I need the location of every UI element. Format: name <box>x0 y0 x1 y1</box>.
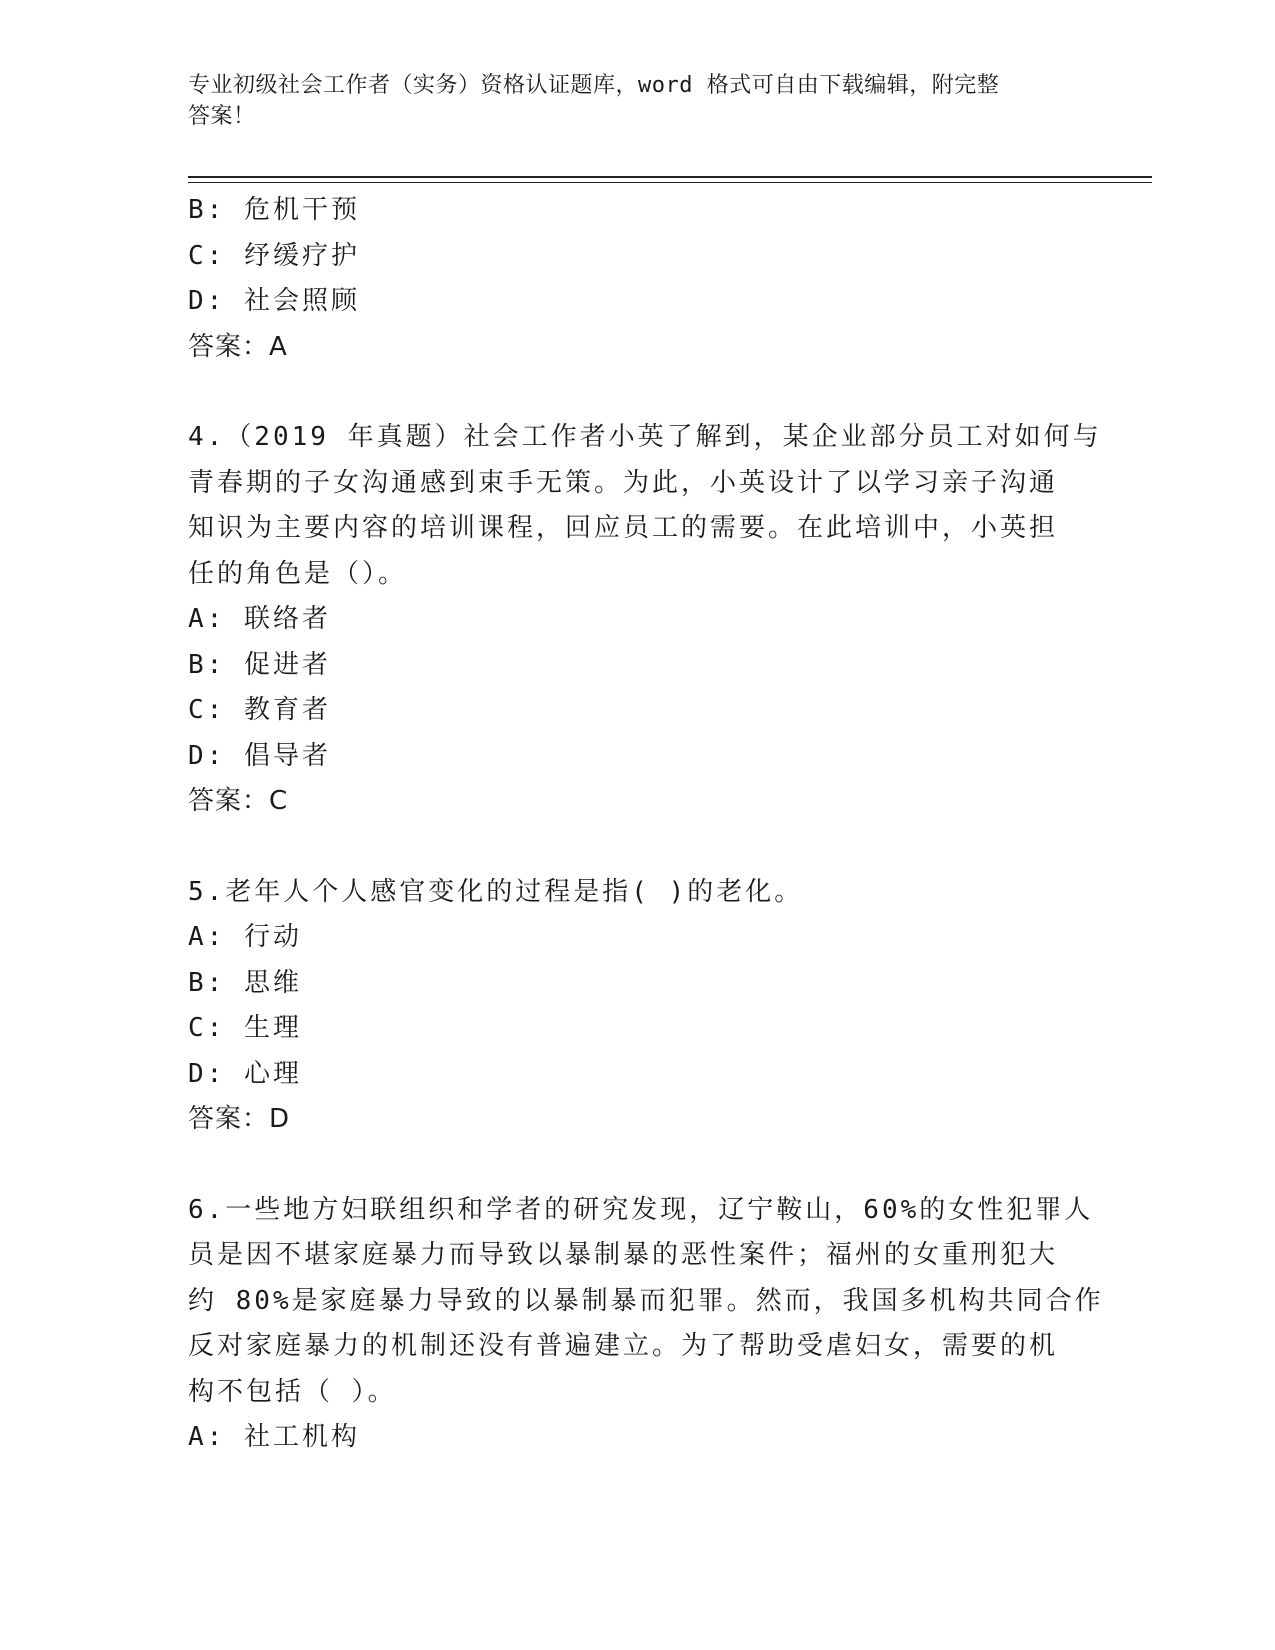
option-c: C: 纾缓疗护 <box>188 240 360 271</box>
header-line-2: 答案！ <box>188 104 256 129</box>
option-d: D: 社会照顾 <box>188 286 360 316</box>
header-rule-thick <box>188 176 1152 178</box>
option-a: A: 行动 <box>188 922 302 952</box>
option-d: D: 心理 <box>188 1058 302 1089</box>
option-b: B: 思维 <box>188 967 302 998</box>
question-6 <box>188 1188 1104 1461</box>
question-stem-line: 知识为主要内容的培训课程，回应员工的需要。在此培训中，小英担 <box>188 513 1059 543</box>
option-b: B: 危机干预 <box>188 195 360 225</box>
answer: 答案：A <box>188 331 288 362</box>
option-c: C: 教育者 <box>188 695 331 725</box>
answer: 答案：C <box>188 786 289 816</box>
option-a: A: 联络者 <box>188 604 331 634</box>
question-stem-line: 任的角色是（）。 <box>188 558 408 589</box>
option-b: B: 促进者 <box>188 649 331 680</box>
option-c: C: 生理 <box>188 1013 302 1043</box>
question-stem-line: 青春期的子女沟通感到束手无策。为此，小英设计了以学习亲子沟通 <box>188 467 1059 498</box>
question-stem-line: 4.（2019 年真题）社会工作者小英了解到，某企业部分员工对如何与 <box>188 422 1102 452</box>
option-a: A: 社工机构 <box>188 1422 360 1452</box>
question-3 <box>188 188 1088 370</box>
question-stem-line: 6.一些地方妇联组织和学者的研究发现，辽宁鞍山，60%的女性犯罪人 <box>188 1194 1094 1225</box>
answer: 答案：D <box>188 1104 291 1134</box>
option-d: D: 倡导者 <box>188 740 331 771</box>
spacer <box>188 370 1088 415</box>
page-header <box>188 70 1068 132</box>
question-4 <box>188 415 1102 825</box>
header-line-1: 专业初级社会工作者（实务）资格认证题库，word 格式可自由下载编辑，附完整 <box>188 73 1000 98</box>
spacer <box>188 1143 1088 1188</box>
question-stem-line: 员是因不堪家庭暴力而导致以暴制暴的恶性案件；福州的女重刑犯大 <box>188 1240 1059 1270</box>
question-stem-line: 约 80%是家庭暴力导致的以暴制暴而犯罪。然而，我国多机构共同合作 <box>188 1285 1104 1316</box>
question-stem-line: 5.老年人个人感官变化的过程是指( )的老化。 <box>188 876 804 907</box>
question-stem-line: 构不包括（ ）。 <box>188 1376 397 1407</box>
spacer <box>188 825 1088 870</box>
header-rule-thin <box>188 182 1152 183</box>
question-stem-line: 反对家庭暴力的机制还没有普遍建立。为了帮助受虐妇女，需要的机 <box>188 1331 1059 1361</box>
question-content <box>188 188 1104 1461</box>
question-5 <box>188 870 1088 1143</box>
